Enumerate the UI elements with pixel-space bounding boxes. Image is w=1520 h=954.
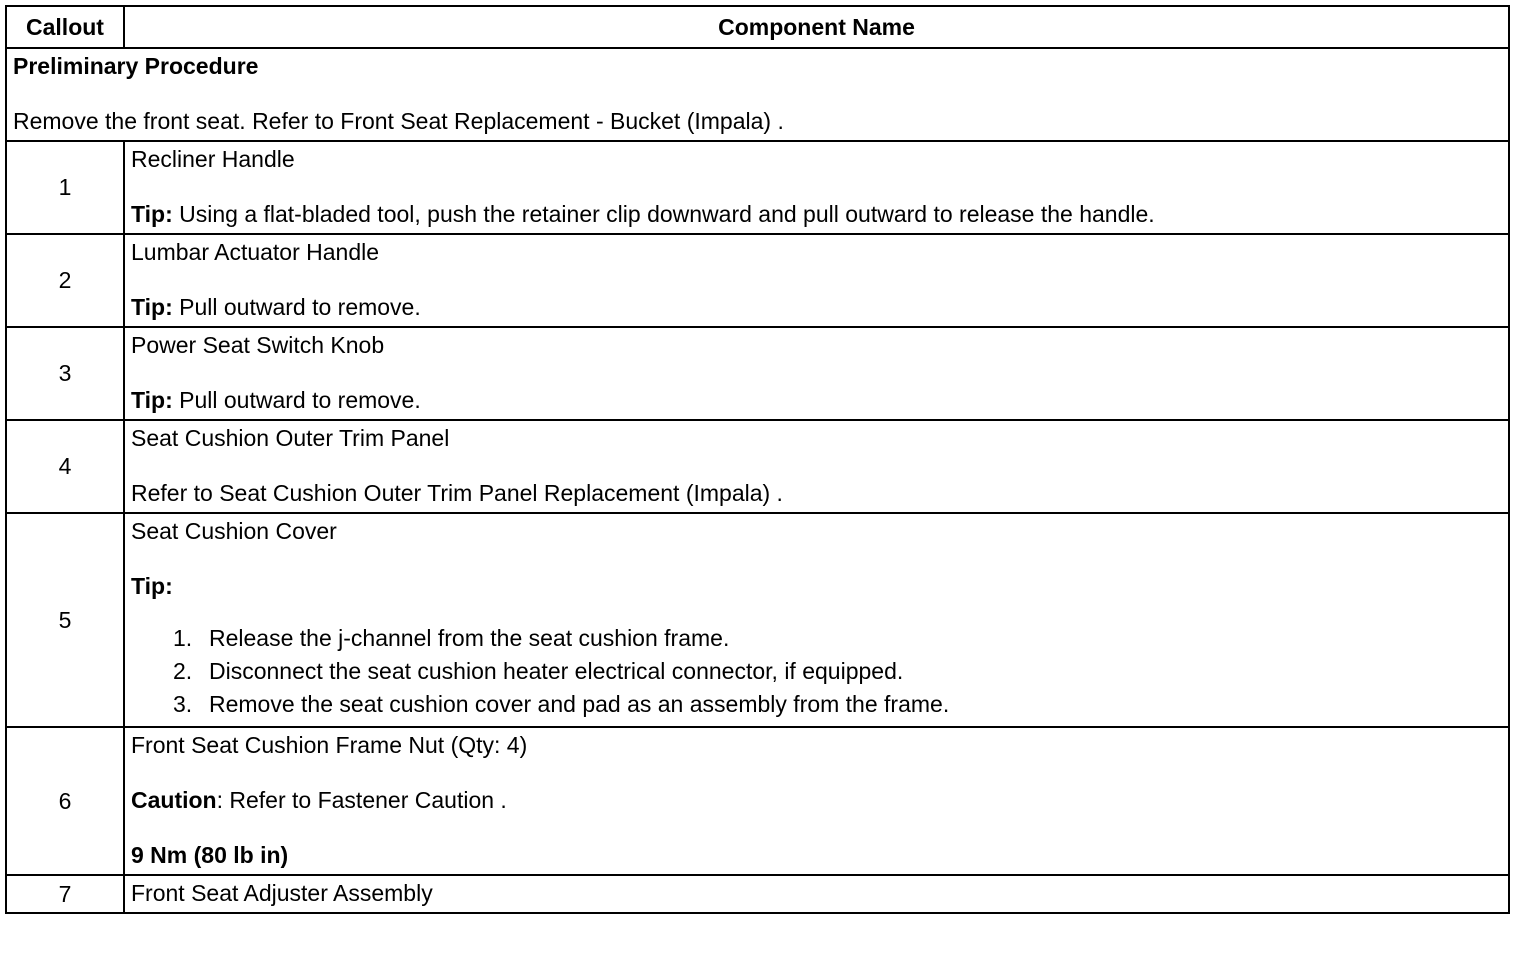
component-name-header: Component Name [124,6,1509,48]
table-row [6,234,1509,327]
tip-label: Tip: [131,201,173,227]
step-number: 3. [173,691,193,717]
tip-line [131,201,1502,228]
preliminary-cell [6,48,1509,141]
table-row [6,875,1509,913]
step-number: 1. [173,625,193,651]
callout-number: 1 [6,141,124,234]
component-name: Recliner Handle [131,146,295,172]
caution-line [131,787,1502,814]
caution-label: Caution [131,787,217,813]
callout-number: 4 [6,420,124,513]
reference-note: Refer to Seat Cushion Outer Trim Panel Replacement (Impala) . [131,480,783,506]
tip-label: Tip: [131,294,173,320]
component-name: Front Seat Adjuster Assembly [131,880,433,906]
list-item [171,655,1502,688]
tip-label: Tip: [131,387,173,413]
component-cell [124,420,1509,513]
callout-number: 6 [6,727,124,875]
tip-text: Using a flat-bladed tool, push the retainer clip downward and pull outward to release the handle. [172,201,1155,227]
callout-number: 5 [6,513,124,727]
component-cell [124,327,1509,420]
component-name: Seat Cushion Cover [131,518,337,544]
component-cell [124,727,1509,875]
callout-number: 2 [6,234,124,327]
header-row [6,6,1509,48]
tip-text: Pull outward to remove. [172,387,421,413]
preliminary-text: Remove the front seat. Refer to Front Seat Replacement - Bucket (Impala) . [13,108,784,134]
step-text: Release the j-channel from the seat cushion frame. [209,625,730,651]
component-table [5,5,1510,914]
component-cell [124,875,1509,913]
table-row [6,727,1509,875]
preliminary-row [6,48,1509,141]
preliminary-title: Preliminary Procedure [13,53,259,79]
component-name: Front Seat Cushion Frame Nut (Qty: 4) [131,732,528,758]
table-row [6,141,1509,234]
component-cell [124,234,1509,327]
tip-label: Tip: [131,573,173,599]
tip-line [131,387,1502,414]
callout-header: Callout [6,6,124,48]
callout-number: 7 [6,875,124,913]
step-number: 2. [173,658,193,684]
component-name: Power Seat Switch Knob [131,332,385,358]
list-item [171,688,1502,721]
table-row [6,513,1509,727]
component-cell [124,513,1509,727]
tip-text: Pull outward to remove. [172,294,421,320]
component-name: Seat Cushion Outer Trim Panel [131,425,450,451]
step-text: Remove the seat cushion cover and pad as an assembly from the frame. [209,691,950,717]
caution-text: : Refer to Fastener Caution . [216,787,507,813]
step-text: Disconnect the seat cushion heater electrical connector, if equipped. [209,658,904,684]
torque-spec: 9 Nm (80 lb in) [131,842,289,868]
step-list [131,622,1502,721]
table-row [6,420,1509,513]
tip-line [131,294,1502,321]
component-cell [124,141,1509,234]
list-item [171,622,1502,655]
table-row [6,327,1509,420]
component-name: Lumbar Actuator Handle [131,239,380,265]
callout-number: 3 [6,327,124,420]
